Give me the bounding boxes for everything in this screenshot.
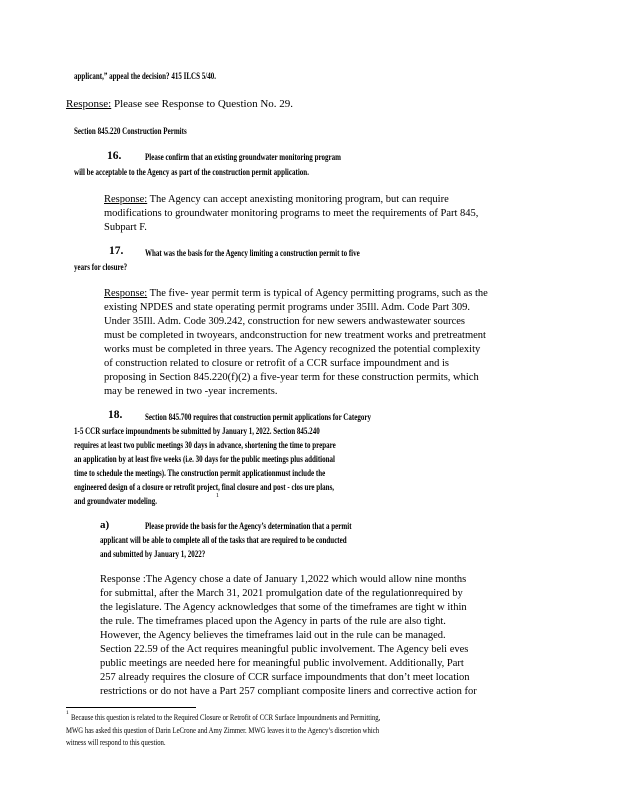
question-text: will be acceptable to the Agency as part of the construction permit application.: [74, 167, 309, 177]
footnote-text: witness will respond to this question.: [66, 738, 166, 747]
question-text: 1-5 CCR surface impoundments be submitted by January 1, 2022. Section 845.240: [74, 426, 320, 436]
subquestion-label: a): [100, 519, 110, 531]
question-text: years for closure?: [74, 262, 128, 272]
response-text: Please see Response to Question No. 29.: [111, 98, 294, 110]
question-text: time to schedule the meetings). The construction permit applicationmust include the: [74, 468, 326, 478]
response-text: for submittal, after the March 31, 2021 promulgation date of the regulationrequired by: [100, 588, 463, 599]
question-text: engineered design of a closure or retrofit project, final closure and post - clos ure plans,: [74, 482, 335, 492]
response-label: Response:: [66, 98, 112, 110]
question-number: 16.: [107, 150, 122, 162]
response-text: restrictions or do not have a Part 257 compliant composite liners and corrective action for: [100, 686, 477, 697]
response-text: However, the Agency believes the timeframes laid out in the rule can be managed.: [100, 630, 446, 641]
text-line: applicant,” appeal the decision? 415 ILCS 5/40.: [74, 71, 216, 81]
response-label: Response:: [104, 288, 148, 299]
response-line: [104, 289, 488, 300]
response-text: may be renewed in two -year increments.: [104, 386, 278, 397]
footnote-marker: 1: [216, 493, 219, 499]
response-text: Subpart F.: [104, 222, 147, 233]
question-text: and groundwater modeling.: [74, 496, 158, 506]
response-text: the legislature. The Agency acknowledges that some of the timeframes are tight w ithin: [100, 602, 467, 613]
footnote-rule: [66, 707, 196, 708]
response-text: existing NPDES and state operating permit programs under 35Ill. Adm. Code Part 309.: [104, 302, 470, 313]
response-line: [104, 195, 449, 206]
footnote-text: MWG has asked this question of Darin LeCrone and Amy Zimmer. MWG leaves it to the Agency’s discretion which: [66, 726, 380, 735]
question-text: an application by at least five weeks (i.e. 30 days for the public meetings plus additional: [74, 454, 335, 464]
question-number: 17.: [109, 245, 124, 257]
question-text: Please confirm that an existing groundwater monitoring program: [145, 152, 341, 162]
response-text: 257 already requires the closure of CCR surface impoundments that don’t meet location: [100, 672, 470, 683]
question-number: 18.: [108, 409, 123, 421]
response-line: [66, 99, 293, 110]
response-text: the rule. The timeframes placed upon the Agency in parts of the rule are also tight.: [100, 616, 446, 627]
response-text: Under 35Ill. Adm. Code 309.242, construction for new sewers andwastewater sources: [104, 316, 465, 327]
response-text: The five- year permit term is typical of Agency permitting programs, such as the: [147, 288, 488, 299]
question-text: Section 845.700 requires that construction permit applications for Category: [145, 412, 371, 422]
response-text: must be completed in twoyears, andconstruction for new treatment works and pretreatment: [104, 330, 486, 341]
response-text: The Agency can accept anexisting monitoring program, but can require: [147, 194, 449, 205]
response-text: Section 22.59 of the Act requires meaningful public involvement. The Agency beli eves: [100, 644, 469, 655]
question-text: What was the basis for the Agency limiting a construction permit to five: [145, 248, 360, 258]
question-text: and submitted by January 1, 2022?: [100, 549, 206, 559]
response-text: public meetings are needed here for meaningful public involvement. Additionally, Part: [100, 658, 464, 669]
response-text: modifications to groundwater monitoring programs to meet the requirements of Part 845,: [104, 208, 479, 219]
response-text: works must be completed in three years. The Agency recognized the potential complexity: [104, 344, 481, 355]
question-text: requires at least two public meetings 30 days in advance, shortening the time to prepare: [74, 440, 336, 450]
question-text: applicant will be able to complete all of the tasks that are required to be conducted: [100, 535, 347, 545]
question-text: Please provide the basis for the Agency’s determination that a permit: [145, 521, 352, 531]
response-text: proposing in Section 845.220(f)(2) a five-year term for these construction permits, which: [104, 372, 479, 383]
response-label: Response:: [104, 194, 148, 205]
section-heading: Section 845.220 Construction Permits: [74, 126, 187, 136]
response-text: of construction related to closure or retrofit of a CCR surface impoundment and is: [104, 358, 449, 369]
footnote-marker: 1: [66, 710, 69, 716]
footnote-text: Because this question is related to the Required Closure or Retrofit of CCR Surface Impoundments and Permitting,: [71, 713, 381, 722]
response-text: Response :The Agency chose a date of January 1,2022 which would allow nine months: [100, 574, 467, 585]
